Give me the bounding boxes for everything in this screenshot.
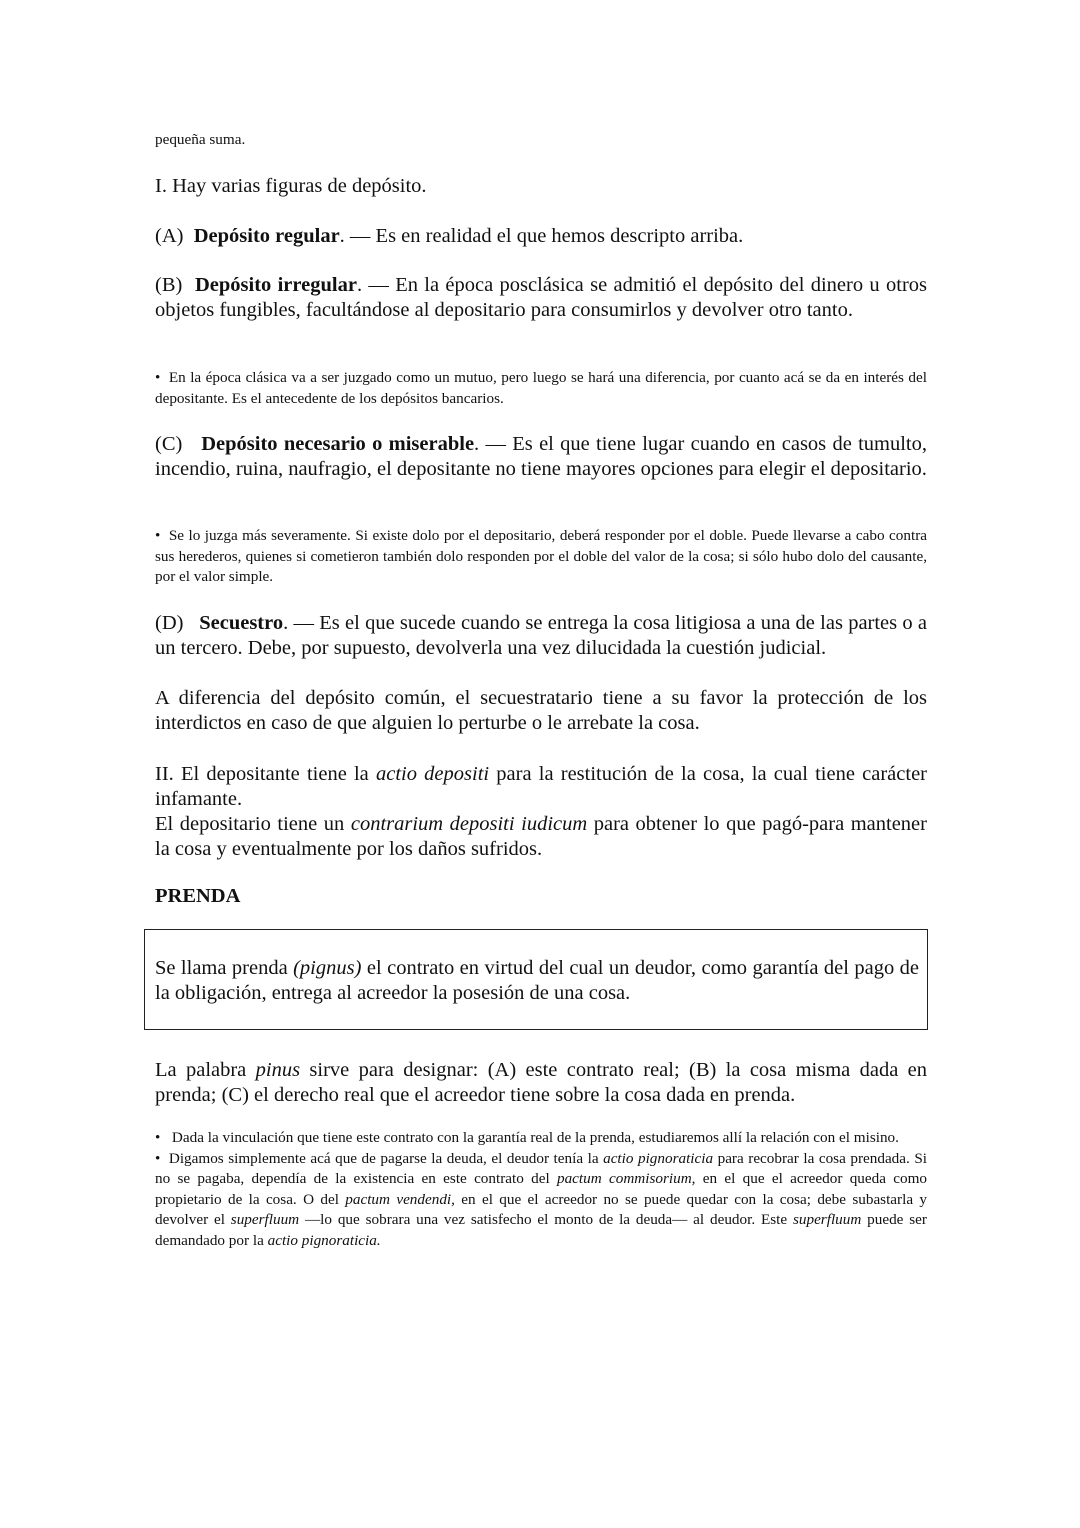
text-run: puede ser demandado por la [155, 1211, 927, 1249]
text-run: en el que el acreedor no se puede quedar con la cosa; debe subastarla y devolver el [155, 1190, 928, 1229]
actio-depositi-paragraph [155, 762, 927, 812]
latin-term: pactum commisorium, [556, 1170, 696, 1188]
latin-term: pactum vendendi, [345, 1190, 455, 1208]
contrarium-paragraph [155, 812, 927, 862]
latin-term: actio pignoraticia. [267, 1231, 381, 1249]
text-run: en el que el acreedor queda como propietario de la cosa. O del [155, 1170, 928, 1208]
text-run: para la restitución de la cosa, la cual tiene carácter infamante. [155, 763, 927, 810]
prenda-notes [155, 1128, 927, 1252]
deposit-text: . — En la época posclásica se admitió el depósito del dinero u otros objetos fungibles, facultándose al depositario para consumirlos y devolver otro tanto. [155, 274, 928, 321]
text-run: El depositario tiene un [155, 813, 351, 835]
latin-term: contrarium depositi iudicum [350, 813, 588, 835]
note-text: Se lo juzga más severamente. Si existe dolo por el depositario, deberá responder por el doble. Puede llevarse a cabo contra sus herederos, quienes si cometieron también dolo responden por el doble del valor de la cosa; si sólo hubo dolo del causante, por el valor simple. [155, 527, 928, 586]
deposit-marker: (A) [155, 225, 184, 247]
deposit-title: Depósito irregular [194, 274, 357, 296]
continuation-text: pequeña suma. [155, 131, 246, 148]
prenda-note-2 [155, 1149, 927, 1252]
definition-box [144, 929, 928, 1030]
prenda-heading: PRENDA [155, 885, 241, 907]
deposit-text: . — Es en realidad el que hemos descripto arriba. [339, 225, 744, 247]
bullet-icon: • [155, 527, 161, 544]
text-run: el contrato en virtud del cual un deudor, como garantía del pago de la obligación, entrega al acreedor la posesión de una cosa. [155, 957, 920, 1004]
deposit-title: Depósito regular [193, 225, 340, 247]
deposit-title: Depósito necesario o miserable [201, 433, 475, 455]
deposit-necesario-paragraph [155, 432, 927, 482]
text-run: sirve para designar: (A) este contrato real; (B) la cosa misma dada en prenda; (C) el derecho real que el acreedor tiene sobre la cosa dada en prenda. [155, 1059, 927, 1106]
deposit-text: . — Es el que tiene lugar cuando en casos de tumulto, incendio, ruina, naufragio, el depositante no tiene mayores opciones para elegir el depositario. [155, 433, 928, 480]
intro-paragraph: I. Hay varias figuras de depósito. [155, 175, 427, 197]
note-text: Dada la vinculación que tiene este contrato con la garantía real de la prenda, estudiaremos allí la relación con el misino. [171, 1129, 899, 1146]
bullet-icon: • [155, 369, 161, 386]
bullet-icon: • [155, 1129, 161, 1146]
text-run: para obtener lo que pagó-para mantener la cosa y eventualmente por los daños sufridos. [155, 813, 927, 860]
text-run: —lo que sobrara una vez satisfecho el monto de la deuda— al deudor. Este [299, 1211, 793, 1229]
text-run: para recobrar la cosa prendada. Si no se pagaba, dependía de la existencia en este contrato del [155, 1149, 927, 1188]
deposit-title: Secuestro [199, 612, 284, 634]
latin-term: superfluum [230, 1211, 300, 1229]
latin-term: (pignus) [293, 957, 362, 979]
deposit-irregular-paragraph [155, 273, 927, 323]
note-irregular [155, 368, 927, 409]
deposit-secuestro-paragraph [155, 611, 927, 661]
deposit-regular-paragraph [155, 224, 927, 249]
deposit-text: . — Es el que sucede cuando se entrega la cosa litigiosa a una de las partes o a un tercero. Debe, por supuesto, devolverla una vez dilucidada la cuestión judicial. [155, 612, 927, 659]
secuestro-extra-paragraph: A diferencia del depósito común, el secuestratario tiene a su favor la protección de los interdictos en caso de que alguien lo perturbe o le arrebate la cosa. [155, 687, 927, 734]
pinus-paragraph [155, 1058, 927, 1108]
text-run: La palabra [155, 1059, 256, 1081]
bullet-icon: • [155, 1149, 161, 1167]
latin-term: actio pignoraticia [603, 1149, 714, 1167]
note-necesario [155, 526, 927, 588]
text-run: Se llama prenda [155, 957, 294, 979]
deposit-marker: (C) [155, 433, 183, 455]
latin-term: pinus [255, 1059, 301, 1081]
text-run: Digamos simplemente acá que de pagarse la deuda, el deudor tenía la [168, 1149, 604, 1167]
deposit-marker: (D) [155, 612, 184, 634]
text-run: II. El depositante tiene la [155, 763, 376, 785]
latin-term: superfluum [792, 1211, 862, 1229]
deposit-marker: (B) [155, 274, 183, 296]
prenda-definition [155, 956, 919, 1006]
note-text: En la época clásica va a ser juzgado como un mutuo, pero luego se hará una diferencia, por cuanto acá se da en interés del depositante. Es el antecedente de los depósitos bancarios. [155, 369, 927, 407]
latin-term: actio depositi [375, 763, 490, 785]
prenda-note-1 [155, 1128, 927, 1149]
